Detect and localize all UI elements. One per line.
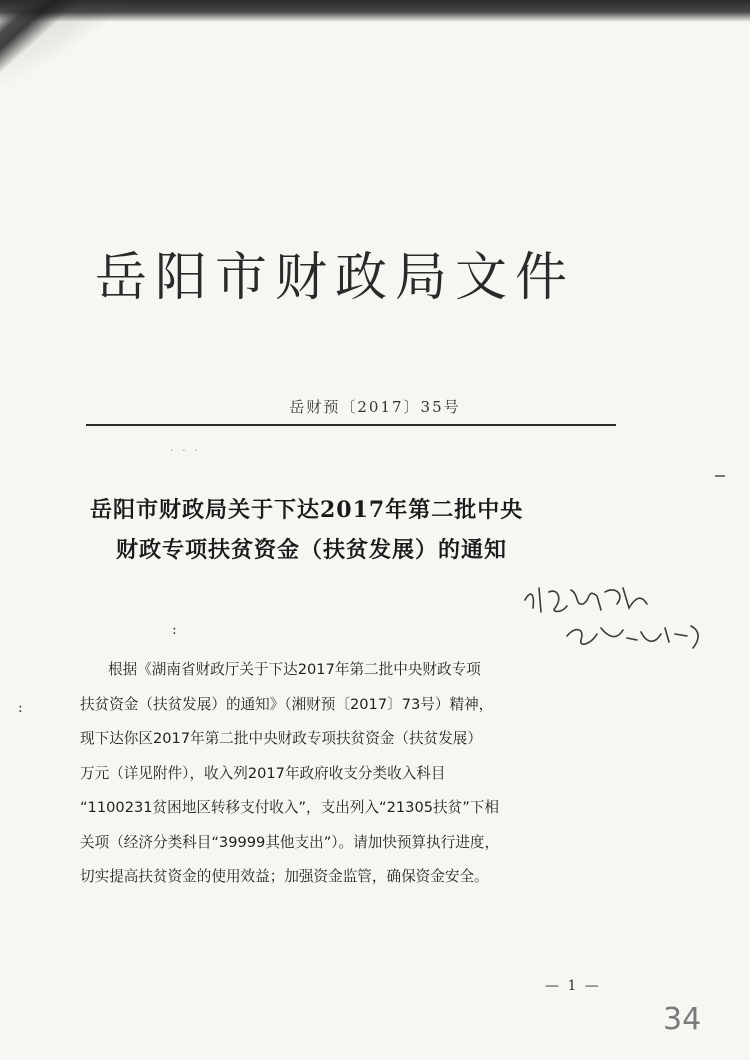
handwritten-annotation: [505, 578, 720, 668]
body-line-2: 扶贫资金（扶贫发展）的通知》（湘财预〔2017〕73号）精神，: [80, 695, 494, 713]
notice-title-line-2: 财政专项扶贫资金（扶贫发展）的通知: [116, 537, 508, 563]
body-line-6: 关项（经济分类科目“39999其他支出”）。请加快预算执行进度，: [80, 833, 500, 851]
header-divider: [86, 424, 616, 426]
document-number: 岳财预〔2017〕35号: [289, 398, 461, 416]
salutation-mark: :: [172, 622, 177, 638]
document-header-title: 岳阳市财政局文件: [95, 248, 576, 308]
notice-body: [80, 653, 620, 895]
body-line-4: 万元（详见附件），收入列2017年政府收支分类收入科目: [80, 764, 446, 782]
body-line-5: “1100231贫困地区转移支付收入”，支出列入“21305扶贫”下相: [80, 799, 499, 816]
notice-title-line-1: 岳阳市财政局关于下达2017年第二批中央: [90, 497, 524, 523]
margin-mark: :: [18, 700, 23, 716]
body-line-7: 切实提高扶贫资金的使用效益；加强资金监管，确保资金安全。: [80, 868, 489, 885]
body-line-1: 根据《湖南省财政厅关于下达2017年第二批中央财政专项: [108, 661, 481, 678]
archive-page-number: 34: [663, 1002, 702, 1037]
scan-edge-mark: [715, 475, 725, 477]
page-number: — 1 —: [545, 978, 601, 994]
scan-dots: · · ·: [170, 446, 201, 457]
body-line-3: 现下达你区2017年第二批中央财政专项扶贫资金（扶贫发展）: [80, 730, 482, 747]
notice-title: [90, 490, 650, 570]
